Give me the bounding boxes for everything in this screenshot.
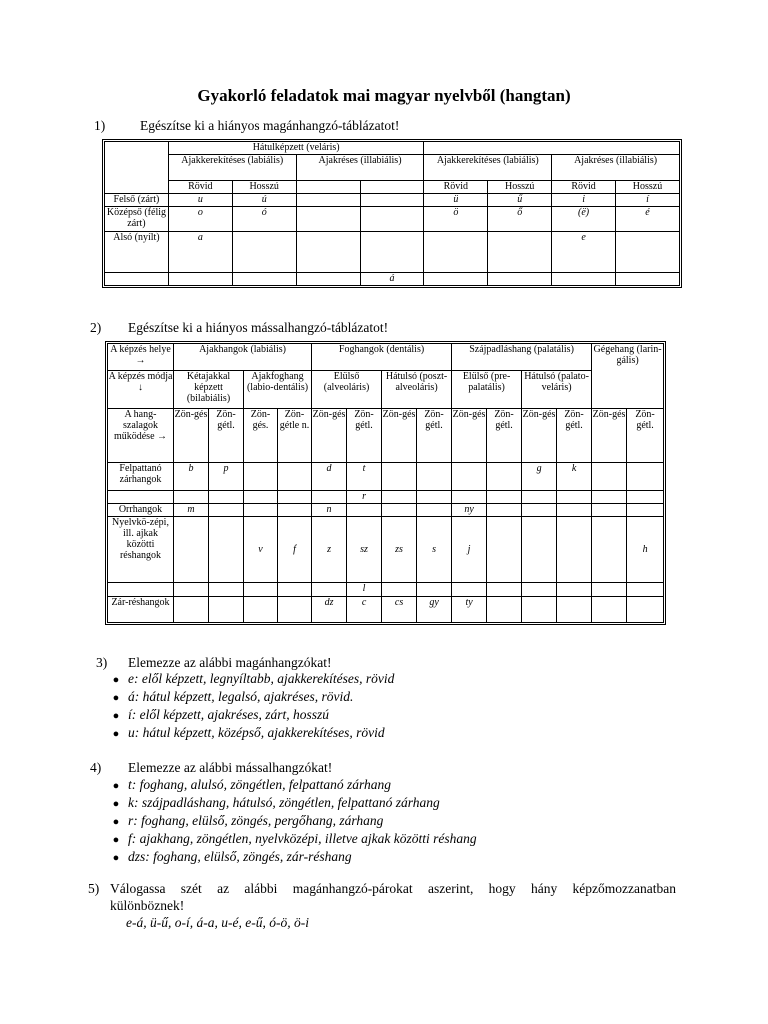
table-cell	[209, 504, 244, 517]
table-cell: ű	[488, 194, 552, 207]
table-cell	[347, 504, 382, 517]
table-cell: j	[452, 517, 487, 583]
bullet-icon: ●	[112, 674, 120, 686]
question-text: Egészítse ki a hiányos magánhangzó-táblázatot!	[140, 118, 400, 133]
table-cell	[522, 504, 557, 517]
manner-header: A képzés módja ↓	[108, 371, 174, 409]
table-cell	[627, 583, 664, 597]
long-header: Hosszú	[232, 181, 296, 194]
table-cell: r	[347, 491, 382, 504]
table-cell	[557, 517, 592, 583]
list-item	[104, 848, 477, 866]
table-cell	[382, 491, 417, 504]
vowel-pairs: e-á, ü-ű, o-í, á-a, u-é, e-ű, ó-ö, ö-i	[126, 915, 309, 930]
voiceless-header: Zön-gétl.	[487, 409, 522, 463]
table-cell	[424, 273, 488, 286]
table-cell	[296, 232, 360, 273]
question-5	[88, 880, 678, 914]
table-cell	[592, 597, 627, 623]
table-cell: zs	[382, 517, 417, 583]
list-item	[104, 688, 394, 706]
table-cell	[174, 517, 209, 583]
list-item	[104, 794, 477, 812]
bullet-icon: ●	[112, 852, 120, 864]
table-cell	[487, 491, 522, 504]
table-cell: l	[347, 583, 382, 597]
table-cell: h	[627, 517, 664, 583]
list-item-text: k: szájpadláshang, hátulsó, zöngétlen, felpattanó zárhang	[128, 795, 440, 810]
row-label: Nyelvkö-zépi, ill. ajkak közötti réshangok	[108, 517, 174, 583]
table-cell	[417, 504, 452, 517]
table-cell: ú	[232, 194, 296, 207]
table-cell	[592, 463, 627, 491]
question-2	[90, 320, 388, 336]
bilabial-header: Kétajakkal képzett (bilabiális)	[174, 371, 244, 409]
table-cell	[278, 491, 312, 504]
long-header: Hosszú	[616, 181, 680, 194]
table-cell: v	[244, 517, 278, 583]
table-cell	[627, 597, 664, 623]
table-cell: é	[616, 207, 680, 232]
bullet-icon: ●	[112, 728, 120, 740]
voiced-header: Zön-gés	[522, 409, 557, 463]
voiceless-header: Zön-gétl.	[347, 409, 382, 463]
question-text: Elemezze az alábbi magánhangzókat!	[128, 655, 332, 670]
table-cell	[174, 491, 209, 504]
table-cell: (ë)	[552, 207, 616, 232]
table-cell: e	[552, 232, 616, 273]
table-cell	[312, 491, 347, 504]
table-cell	[209, 517, 244, 583]
illabial-header: Ajakréses (illabiális)	[552, 155, 680, 181]
table-cell	[278, 597, 312, 623]
table-cell	[296, 194, 360, 207]
table-cell: í	[616, 194, 680, 207]
table-cell	[382, 463, 417, 491]
row-label	[108, 491, 174, 504]
table-cell	[627, 491, 664, 504]
list-item	[104, 670, 394, 688]
table-cell	[487, 517, 522, 583]
bullet-icon: ●	[112, 798, 120, 810]
table-cell	[522, 597, 557, 623]
bullet-icon: ●	[112, 710, 120, 722]
vowel-analysis-list	[104, 670, 394, 742]
table-cell: i	[552, 194, 616, 207]
table-cell: n	[312, 504, 347, 517]
voicing-header: A hang-szalagok működése →	[108, 409, 174, 463]
table-cell	[278, 463, 312, 491]
dental-group-header: Foghangok (dentális)	[312, 344, 452, 371]
table-cell	[417, 463, 452, 491]
list-item-text: á: hátul képzett, legalsó, ajakréses, rövid.	[128, 689, 354, 704]
table-cell	[557, 504, 592, 517]
voiceless-header: Zön-gétl.	[209, 409, 244, 463]
short-header: Rövid	[552, 181, 616, 194]
question-4	[90, 760, 332, 776]
labial-header: Ajakkerekítéses (labiális)	[424, 155, 552, 181]
voiceless-header: Zön-gétl.	[557, 409, 592, 463]
table-cell	[232, 232, 296, 273]
table-cell	[487, 463, 522, 491]
table-cell: g	[522, 463, 557, 491]
question-number: 2)	[90, 320, 102, 335]
table-cell: b	[174, 463, 209, 491]
table-cell: ö	[424, 207, 488, 232]
table-cell	[627, 463, 664, 491]
row-label: Zár-réshangok	[108, 597, 174, 623]
table-cell	[522, 583, 557, 597]
table-cell	[616, 273, 680, 286]
table-cell: p	[209, 463, 244, 491]
empty-cell	[296, 181, 360, 194]
table-cell: gy	[417, 597, 452, 623]
corner-cell	[105, 142, 169, 194]
question-text: Válogassa szét az alábbi magánhangzó-párokat aszerint, hogy hány képzőmozzanatban	[110, 881, 676, 896]
voiced-header: Zön-gés	[312, 409, 347, 463]
short-header: Rövid	[168, 181, 232, 194]
table-cell	[382, 504, 417, 517]
table-cell	[627, 504, 664, 517]
labial-group-header: Ajakhangok (labiális)	[174, 344, 312, 371]
bullet-icon: ●	[112, 780, 120, 792]
table-cell: z	[312, 517, 347, 583]
voiced-header: Zön-gés	[452, 409, 487, 463]
table-cell: ty	[452, 597, 487, 623]
empty-cell	[360, 181, 424, 194]
table-cell	[244, 463, 278, 491]
table-cell	[487, 504, 522, 517]
table-cell: f	[278, 517, 312, 583]
table-cell: s	[417, 517, 452, 583]
question-text: Egészítse ki a hiányos mássalhangzó-táblázatot!	[128, 320, 389, 335]
table-cell	[452, 491, 487, 504]
table-cell	[452, 463, 487, 491]
row-label: Felső (zárt)	[105, 194, 169, 207]
question-text: Elemezze az alábbi mássalhangzókat!	[128, 760, 333, 775]
table-cell: ő	[488, 207, 552, 232]
table-cell	[417, 583, 452, 597]
table-cell	[278, 583, 312, 597]
short-header: Rövid	[424, 181, 488, 194]
table-cell	[244, 597, 278, 623]
table-cell	[557, 597, 592, 623]
list-item-text: t: foghang, alulsó, zöngétlen, felpattanó zárhang	[128, 777, 391, 792]
postalveolar-header: Hátulsó (poszt-alveoláris)	[382, 371, 452, 409]
list-item	[104, 706, 394, 724]
question-number: 1)	[94, 118, 106, 133]
row-label: Alsó (nyílt)	[105, 232, 169, 273]
table-cell: cs	[382, 597, 417, 623]
list-item-text: f: ajakhang, zöngétlen, nyelvközépi, illetve ajkak közötti réshang	[128, 831, 477, 846]
table-cell: sz	[347, 517, 382, 583]
table-cell	[360, 207, 424, 232]
list-item-text: e: elől képzett, legnyíltabb, ajakkerekítéses, rövid	[128, 671, 395, 686]
table-cell	[360, 232, 424, 273]
table-cell	[488, 273, 552, 286]
table-cell	[209, 491, 244, 504]
table-cell: u	[168, 194, 232, 207]
table-cell	[488, 232, 552, 273]
list-item	[104, 812, 477, 830]
table-cell	[616, 232, 680, 273]
list-item-text: u: hátul képzett, középső, ajakkerekítéses, rövid	[128, 725, 385, 740]
table-cell	[487, 597, 522, 623]
list-item-text: r: foghang, elülső, zöngés, pergőhang, zárhang	[128, 813, 384, 828]
voiceless-header: Zön-gétl.	[417, 409, 452, 463]
table-cell	[278, 504, 312, 517]
labiodental-header: Ajakfoghang (labio-dentális)	[244, 371, 312, 409]
table-cell	[360, 194, 424, 207]
bullet-icon: ●	[112, 692, 120, 704]
table-cell	[522, 491, 557, 504]
front-header	[424, 142, 680, 155]
labial-header: Ajakkerekítéses (labiális)	[168, 155, 296, 181]
back-header: Hátulképzett (veláris)	[168, 142, 424, 155]
table-cell	[382, 583, 417, 597]
glottal-group-header: Gégehang (larin-gális)	[592, 344, 664, 409]
question-number: 3)	[96, 655, 108, 670]
table-cell: a	[168, 232, 232, 273]
table-cell: k	[557, 463, 592, 491]
illabial-header: Ajakréses (illabiális)	[296, 155, 424, 181]
row-label: Felpattanó zárhangok	[108, 463, 174, 491]
table-cell	[209, 583, 244, 597]
table-cell: dz	[312, 597, 347, 623]
palatovelar-header: Hátulsó (palato-veláris)	[522, 371, 592, 409]
table-cell	[232, 273, 296, 286]
page-title: Gyakorló feladatok mai magyar nyelvből (hangtan)	[197, 86, 571, 105]
question-number: 4)	[90, 760, 102, 775]
table-cell: á	[360, 273, 424, 286]
bullet-icon: ●	[112, 834, 120, 846]
list-item	[104, 724, 394, 742]
table-cell: o	[168, 207, 232, 232]
voiced-header: Zön-gés	[382, 409, 417, 463]
table-cell	[174, 583, 209, 597]
palatal-group-header: Szájpadláshang (palatális)	[452, 344, 592, 371]
prepalatal-header: Elülső (pre-palatális)	[452, 371, 522, 409]
table-cell	[424, 232, 488, 273]
question-3	[96, 655, 332, 671]
list-item-text: í: elől képzett, ajakréses, zárt, hosszú	[128, 707, 329, 722]
table-cell	[244, 491, 278, 504]
table-cell	[452, 583, 487, 597]
table-cell	[487, 583, 522, 597]
row-label: Orrhangok	[108, 504, 174, 517]
table-cell: d	[312, 463, 347, 491]
table-cell	[417, 491, 452, 504]
table-cell	[244, 504, 278, 517]
voiceless-header: Zön-gétle n.	[278, 409, 312, 463]
table-cell	[174, 597, 209, 623]
table-cell	[592, 583, 627, 597]
table-cell: ó	[232, 207, 296, 232]
table-cell	[557, 583, 592, 597]
long-header: Hosszú	[488, 181, 552, 194]
table-cell	[244, 583, 278, 597]
table-cell	[296, 207, 360, 232]
row-label: Középső (félig zárt)	[105, 207, 169, 232]
voiced-header: Zön-gés.	[244, 409, 278, 463]
question-1	[94, 118, 399, 134]
bullet-icon: ●	[112, 816, 120, 828]
table-cell	[312, 583, 347, 597]
table-cell	[592, 504, 627, 517]
list-item	[104, 830, 477, 848]
table-cell	[592, 491, 627, 504]
table-cell	[557, 491, 592, 504]
consonant-analysis-list	[104, 776, 477, 866]
front-alveolar-header: Elülső (alveoláris)	[312, 371, 382, 409]
table-cell: ü	[424, 194, 488, 207]
table-cell: m	[174, 504, 209, 517]
table-cell	[296, 273, 360, 286]
list-item	[104, 776, 477, 794]
list-item-text: dzs: foghang, elülső, zöngés, zár-réshang	[128, 849, 352, 864]
voiced-header: Zön-gés	[174, 409, 209, 463]
table-cell	[168, 273, 232, 286]
table-cell	[522, 517, 557, 583]
row-label	[105, 273, 169, 286]
table-cell	[552, 273, 616, 286]
question-text-continued: különböznek!	[110, 898, 185, 913]
consonant-table	[107, 343, 664, 623]
table-cell: c	[347, 597, 382, 623]
table-cell: ny	[452, 504, 487, 517]
voiced-header: Zön-gés	[592, 409, 627, 463]
vowel-table	[104, 141, 680, 286]
table-cell: t	[347, 463, 382, 491]
question-number: 5)	[88, 881, 100, 896]
place-header: A képzés helye →	[108, 344, 174, 371]
table-cell	[209, 597, 244, 623]
row-label	[108, 583, 174, 597]
table-cell	[592, 517, 627, 583]
voiceless-header: Zön-gétl.	[627, 409, 664, 463]
